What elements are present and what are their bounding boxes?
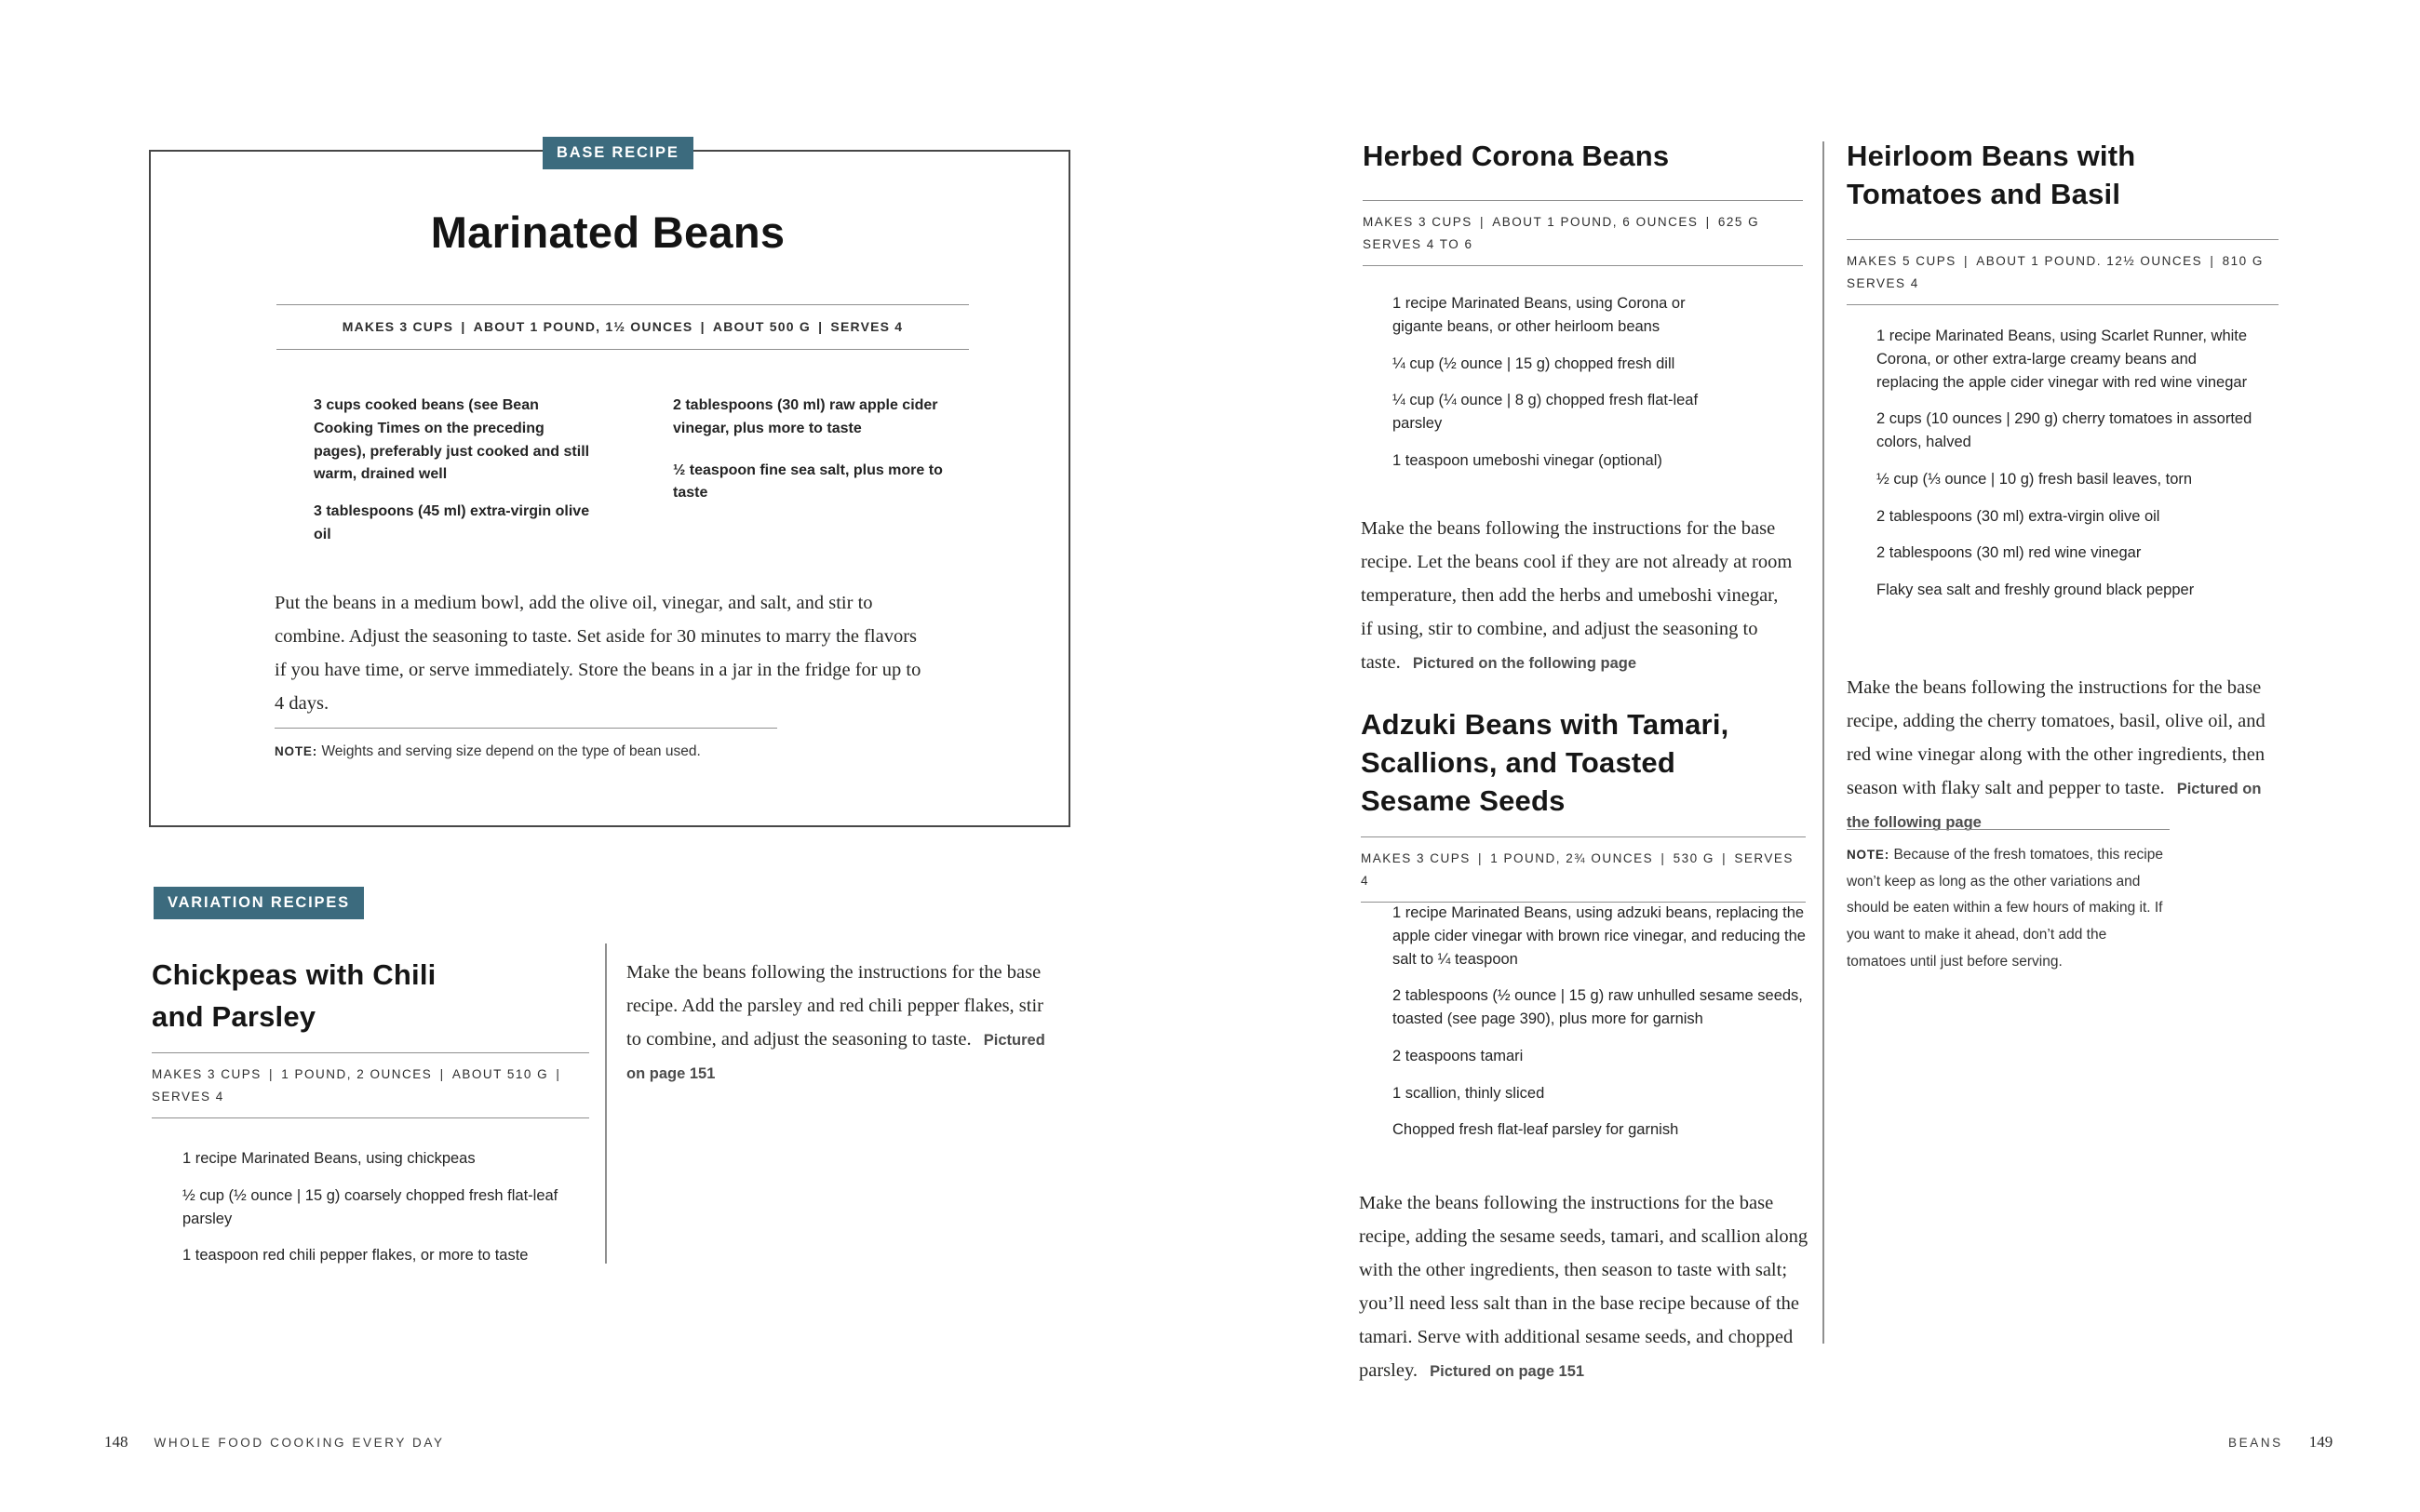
- pictured-note: Pictured on the following page: [1847, 781, 2262, 832]
- ingredient-item: 2 teaspoons tamari: [1392, 1047, 1524, 1064]
- pictured-note: Pictured on page 151: [1430, 1363, 1585, 1381]
- page-number: 148: [104, 1433, 128, 1451]
- ingredient-item: ¼ cup (½ ounce | 15 g) chopped fresh dill: [1392, 355, 1675, 372]
- title-line: Heirloom Beans with: [1847, 140, 2136, 172]
- title-line: Chickpeas with Chili: [152, 958, 437, 991]
- column-divider: [1822, 141, 1824, 1344]
- meta-line: MAKES 3 CUPS | ABOUT 1 POUND, 6 OUNCES | 625 G: [1363, 215, 1760, 229]
- meta-line: MAKES 3 CUPS | 1 POUND, 2 OUNCES | ABOUT 510 G |: [152, 1067, 561, 1081]
- adzuki-meta: [1361, 836, 1806, 903]
- ingredient-item: 2 tablespoons (30 ml) raw apple cider vinegar, plus more to taste: [673, 397, 938, 436]
- chickpeas-instructions: [626, 956, 1056, 1090]
- base-recipe-badge: BASE RECIPE: [543, 137, 693, 169]
- heirloom-instructions: [1847, 671, 2286, 838]
- page-number: 149: [2308, 1433, 2333, 1451]
- instructions-text: Make the beans following the instructions for the base recipe, adding the sesame seeds, tamari, and scallion along with the other ingredients, then season to taste with salt; you’ll need less salt than in the base recipe because of the tamari. Serve with additional sesame seeds, and chopped parsley.: [1359, 1193, 1808, 1382]
- adzuki-instructions: [1359, 1186, 1813, 1387]
- ingredient-item: 2 cups (10 ounces | 290 g) cherry tomatoes in assorted colors, halved: [1876, 410, 2252, 450]
- book-title: WHOLE FOOD COOKING EVERY DAY: [154, 1436, 445, 1450]
- heirloom-meta: [1847, 239, 2279, 305]
- ingredient-item: ¼ cup (¼ ounce | 8 g) chopped fresh flat-leaf parsley: [1392, 392, 1699, 432]
- title-line: Sesame Seeds: [1361, 784, 1566, 818]
- base-instructions: Put the beans in a medium bowl, add the olive oil, vinegar, and salt, and stir to combine. Adjust the seasoning to taste. Set aside for 30 minutes to marry the flavors if you have time, or serve immediately. Store the beans in a jar in the fridge for up to 4 days.: [275, 593, 921, 715]
- meta-line: MAKES 3 CUPS | ABOUT 1 POUND, 1½ OUNCES | ABOUT 500 G | SERVES 4: [342, 319, 904, 334]
- pictured-note: Pictured on page 151: [626, 1032, 1045, 1083]
- instructions-text: Make the beans following the instructions for the base recipe. Add the parsley and red chili pepper flakes, stir to combine, and adjust the seasoning to taste.: [626, 962, 1043, 1050]
- base-recipe-title: Marinated Beans: [430, 207, 786, 257]
- title-line: and Parsley: [152, 999, 316, 1033]
- note-label: NOTE:: [1847, 848, 1889, 862]
- base-ingredients-col1: [314, 395, 596, 561]
- ingredient-item: 3 tablespoons (45 ml) extra-virgin olive oil: [314, 503, 590, 542]
- ingredient-item: 1 recipe Marinated Beans, using chickpeas: [182, 1150, 476, 1167]
- ingredient-item: ½ cup (⅓ ounce | 10 g) fresh basil leaves, torn: [1876, 470, 2193, 488]
- meta-line: SERVES 4 TO 6: [1363, 236, 1473, 251]
- ingredient-item: 1 teaspoon umeboshi vinegar (optional): [1392, 451, 1662, 469]
- instructions-text: Make the beans following the instructions for the base recipe, adding the cherry tomatoes, basil, olive oil, and red wine vinegar along with the other ingredients, then season with flaky salt and pepper to taste.: [1847, 677, 2265, 799]
- footer-left: [104, 1433, 445, 1452]
- title-line: Scallions, and Toasted: [1361, 746, 1676, 780]
- ingredient-item: 1 scallion, thinly sliced: [1392, 1084, 1545, 1102]
- heirloom-note: [1847, 829, 2170, 975]
- footer-right: [2228, 1433, 2333, 1452]
- meta-line: SERVES 4: [1847, 275, 1919, 290]
- ingredient-item: 3 cups cooked beans (see Bean Cooking Times on the preceding pages), preferably just cooked and still warm, drained well: [314, 397, 590, 483]
- title-line: Tomatoes and Basil: [1847, 178, 2121, 211]
- meta-line: MAKES 3 CUPS | 1 POUND, 2¾ OUNCES | 530 G | SERVES 4: [1361, 851, 1794, 888]
- adzuki-title: [1361, 705, 1812, 821]
- pictured-note: Pictured on the following page: [1412, 655, 1636, 673]
- herbed-meta: [1363, 200, 1803, 266]
- ingredient-item: 1 recipe Marinated Beans, using Corona or gigante beans, or other heirloom beans: [1392, 295, 1686, 335]
- section-title: BEANS: [2228, 1436, 2283, 1450]
- instructions-text: Make the beans following the instructions for the base recipe. Let the beans cool if they are not already at room temperature, then add the herbs and umeboshi vinegar, if using, stir to combine, and adjust the seasoning to taste.: [1361, 518, 1793, 674]
- ingredient-item: 1 teaspoon red chili pepper flakes, or more to taste: [182, 1247, 529, 1264]
- ingredient-item: ½ teaspoon fine sea salt, plus more to taste: [673, 462, 943, 502]
- heirloom-ingredients: [1876, 325, 2253, 616]
- ingredient-item: Chopped fresh flat-leaf parsley for garnish: [1392, 1121, 1679, 1139]
- heirloom-title: [1847, 137, 2284, 213]
- meta-line: SERVES 4: [152, 1089, 224, 1104]
- base-recipe-meta: [276, 304, 969, 350]
- ingredient-item: 2 tablespoons (½ ounce | 15 g) raw unhulled sesame seeds, toasted (see page 390), plus more for garnish: [1392, 987, 1803, 1027]
- meta-line: MAKES 5 CUPS | ABOUT 1 POUND. 12½ OUNCES | 810 G: [1847, 254, 2264, 268]
- title-line: Adzuki Beans with Tamari,: [1361, 708, 1729, 741]
- note-text: Because of the fresh tomatoes, this recipe won’t keep as long as the other variations and should be eaten within a few hours of making it. If you want to make it ahead, don’t add the tomatoes until just before serving.: [1847, 847, 2163, 970]
- herbed-ingredients: [1392, 292, 1720, 487]
- base-note: [275, 728, 777, 764]
- ingredient-item: 2 tablespoons (30 ml) extra-virgin olive oil: [1876, 507, 2160, 525]
- ingredient-item: 1 recipe Marinated Beans, using Scarlet Runner, white Corona, or other extra-large creamy beans and replacing the apple cider vinegar with red wine vinegar: [1876, 328, 2248, 391]
- ingredient-item: 1 recipe Marinated Beans, using adzuki beans, replacing the apple cider vinegar with brown rice vinegar, and reducing the salt to ¼ teaspoon: [1392, 904, 1806, 968]
- note-label: NOTE:: [275, 744, 317, 758]
- variation-recipes-badge: VARIATION RECIPES: [154, 887, 364, 919]
- ingredient-item: 2 tablespoons (30 ml) red wine vinegar: [1876, 544, 2142, 562]
- base-ingredients-col2: [673, 395, 961, 519]
- chickpeas-title: [152, 955, 589, 1038]
- adzuki-ingredients: [1392, 902, 1809, 1156]
- herbed-instructions: [1361, 512, 1794, 679]
- ingredient-item: ½ cup (½ ounce | 15 g) coarsely chopped fresh flat-leaf parsley: [182, 1186, 558, 1227]
- chickpeas-ingredients: [182, 1147, 585, 1281]
- chickpeas-meta: [152, 1052, 589, 1118]
- column-divider: [605, 943, 607, 1264]
- title-line: Herbed Corona Beans: [1363, 140, 1670, 172]
- ingredient-item: Flaky sea salt and freshly ground black pepper: [1876, 582, 2195, 598]
- herbed-title: [1363, 137, 1809, 175]
- note-text: Weights and serving size depend on the type of bean used.: [321, 743, 701, 759]
